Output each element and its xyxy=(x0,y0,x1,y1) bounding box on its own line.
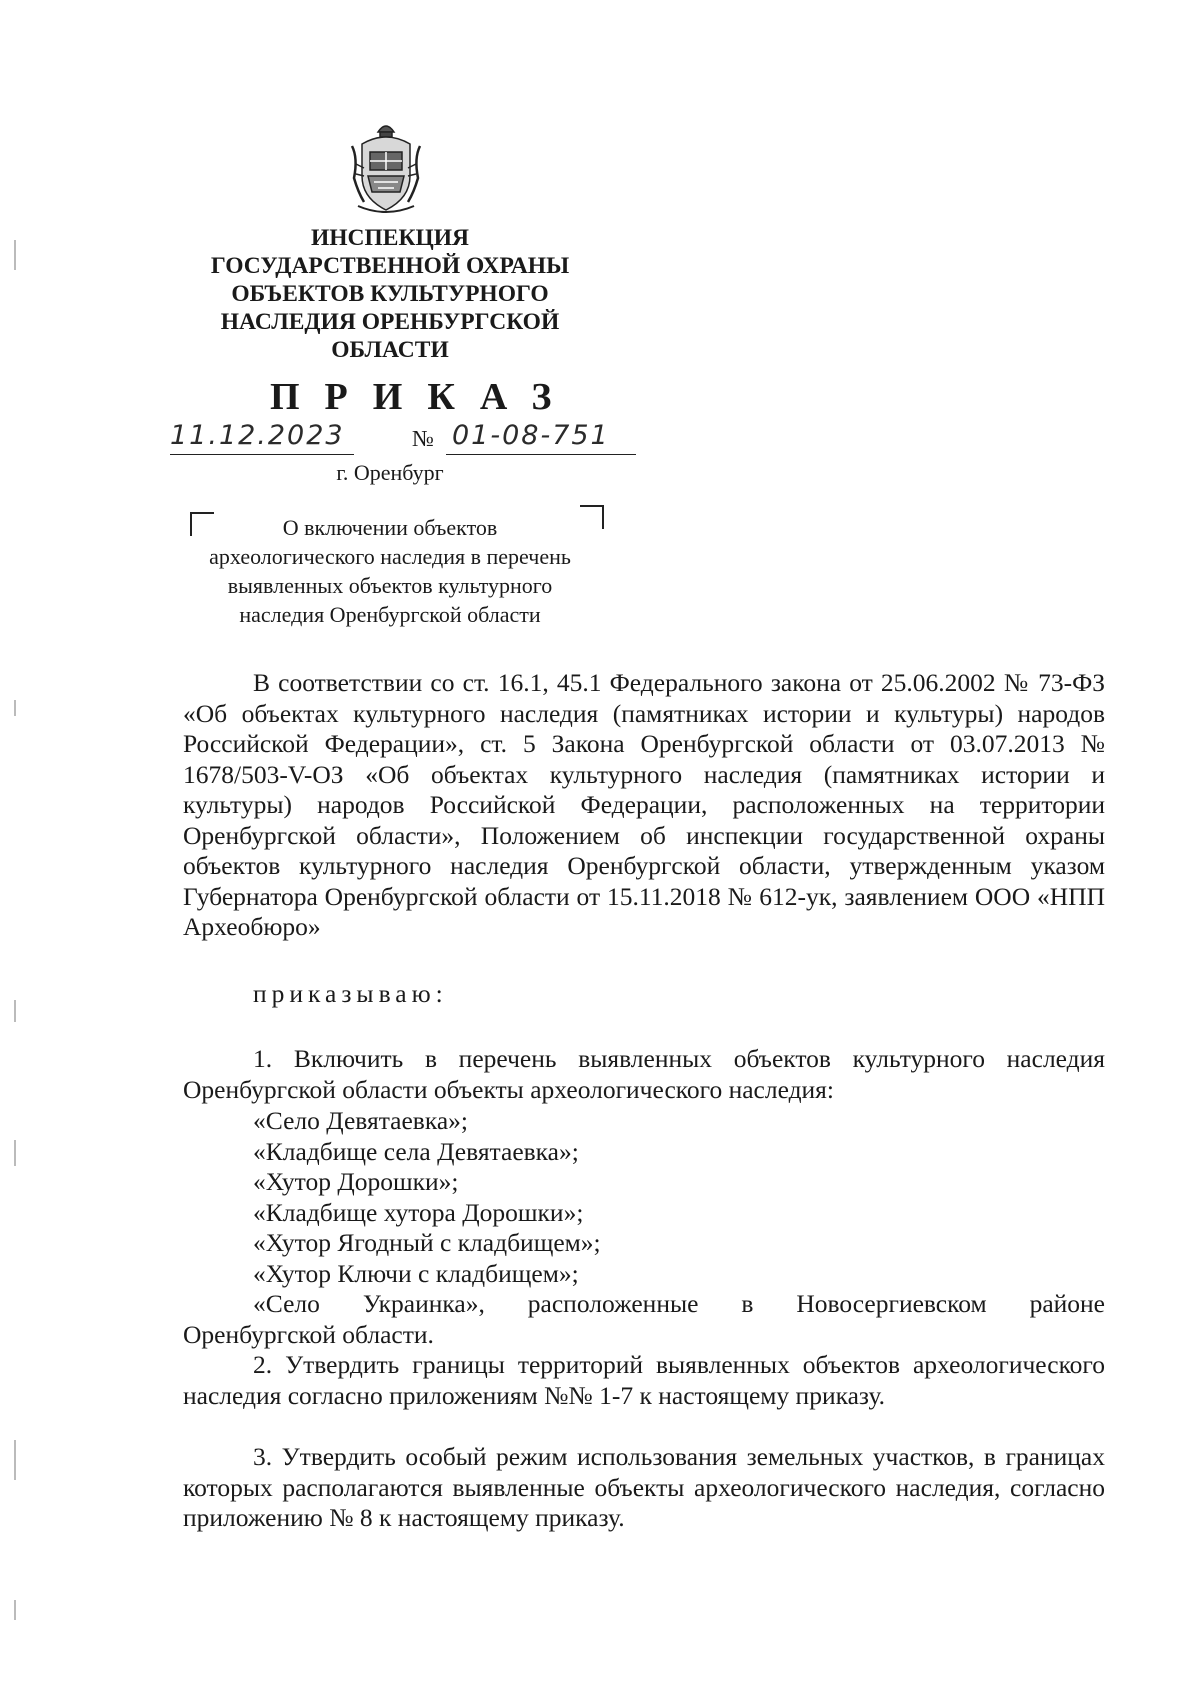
organization-name xyxy=(150,224,630,364)
list-item: «Хутор Ягодный с кладбищем»; xyxy=(253,1228,601,1257)
objects-list xyxy=(253,1106,1105,1320)
list-item: «Кладбище села Девятаевка»; xyxy=(253,1136,579,1166)
subject-line: О включении объектов xyxy=(282,515,498,540)
document-type-title: ПРИКАЗ xyxy=(270,376,577,418)
list-item: «Кладбище хутора Дорошки»; xyxy=(253,1197,584,1227)
order-date: 11.12.2023 xyxy=(170,420,345,451)
preamble-paragraph: В соответствии со ст. 16.1, 45.1 Федерального закона от 25.06.2002 № 73-ФЗ «Об объектах культурного наследия (памятниках истории и культуры) народов Российской Федерации», ст. 5 Закона Оренбургской области от 03.07.2013 № 1678/503-V-ОЗ «Об объектах культурного наследия (памятниках истории и культуры) народов Российской Федерации, расположенных на территории Оренбургской области», Положением об инспекции государственной охраны объектов культурного наследия Оренбургской области, утвержденным указом Губернатора Оренбургской области от 15.11.2018 № 612-ук, заявлением ООО «НПП Археобюро» xyxy=(183,668,1105,941)
list-item: «Хутор Дорошки»; xyxy=(253,1167,459,1196)
order-number: 01-08-751 xyxy=(452,420,610,451)
order-word: приказываю: xyxy=(253,979,448,1008)
item-3: 3. Утвердить особый режим использования земельных участков, в границах которых располагаются выявленные объекты археологического наследия, согласно приложению № 8 к настоящему приказу. xyxy=(183,1442,1105,1532)
subject-line: археологического наследия в перечень xyxy=(209,544,571,569)
org-line: ГОСУДАРСТВЕННОЙ ОХРАНЫ xyxy=(210,253,570,279)
subject-line: выявленных объектов культурного xyxy=(227,573,553,598)
list-item-last: «Село Украинка», расположенные в Новосергиевском районе xyxy=(253,1289,1105,1318)
coat-of-arms-icon xyxy=(344,118,428,218)
org-line: ОБЪЕКТОВ КУЛЬТУРНОГО xyxy=(231,281,549,307)
org-line: НАСЛЕДИЯ ОРЕНБУРГСКОЙ xyxy=(220,309,560,335)
org-line: ОБЛАСТИ xyxy=(331,337,449,363)
item-1: 1. Включить в перечень выявленных объектов культурного наследия Оренбургской области объекты археологического наследия: xyxy=(183,1044,1105,1104)
list-item: «Село Девятаевка»; xyxy=(253,1106,468,1135)
city: г. Оренбург xyxy=(336,460,444,485)
item-2: 2. Утвердить границы территорий выявленных объектов археологического наследия согласно приложениям №№ 1-7 к настоящему приказу. xyxy=(183,1350,1105,1410)
order-subject xyxy=(175,513,605,629)
list-item: «Хутор Ключи с кладбищем»; xyxy=(253,1258,579,1288)
number-sign: № xyxy=(412,426,434,451)
org-line: ИНСПЕКЦИЯ xyxy=(310,225,470,251)
date-number-row xyxy=(170,420,650,460)
last-object-tail: Оренбургской области. xyxy=(183,1320,434,1349)
subject-line: наследия Оренбургской области xyxy=(239,602,541,627)
